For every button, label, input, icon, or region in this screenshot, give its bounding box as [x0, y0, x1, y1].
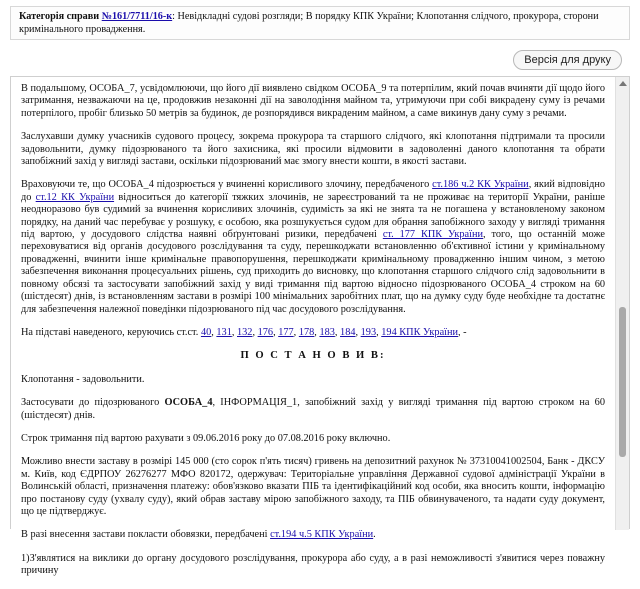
text-segment: .	[373, 529, 376, 541]
article-link[interactable]: 178	[298, 326, 315, 338]
article-link[interactable]: 40	[200, 326, 212, 338]
paragraph	[21, 529, 605, 541]
paragraph	[21, 179, 605, 315]
text-segment: Застосувати до підозрюваного	[21, 397, 165, 409]
case-category	[10, 6, 630, 40]
text-segment: , -	[458, 326, 467, 338]
paragraph: Заслухавши думку учасників судового процесу, зокрема прокурора та старшого слідчого, які клопотання підтримали та просили задовольнити, думку підозрюваного та його захисника, які просили відмовити в задоволенні даного клопотання та обрати запобіжний захід у вигляді застави, оскільки підозрюваний має змогу внести кошти, в якості застави.	[21, 131, 605, 168]
paragraph	[21, 397, 605, 422]
article-link[interactable]: 177	[278, 326, 294, 338]
article-link[interactable]: 194 КПК України	[381, 326, 459, 338]
paragraph: Строк тримання під вартою рахувати з 09.06.2016 року до 07.08.2016 року включно.	[21, 432, 391, 444]
article-link[interactable]: 176	[257, 326, 274, 338]
law-link[interactable]: ст. 177 КПК України	[382, 229, 484, 241]
text-segment: , який відповідно до	[21, 179, 605, 203]
paragraph: Клопотання - задовольнити.	[21, 373, 145, 385]
paragraph: 1)З'являтися на виклики до органу досудового розслідування, прокурора або суду, а в разі неможливості з'явитися через поважну причину	[21, 552, 605, 577]
document-text	[11, 77, 615, 589]
document-viewer[interactable]	[10, 76, 630, 577]
vertical-scrollbar[interactable]	[615, 77, 629, 530]
resolution-heading: П О С Т А Н О В И В:	[240, 350, 386, 362]
law-link[interactable]: ст.194 ч.5 КПК України	[270, 529, 374, 541]
text-segment: , того, що останній може переховуватися від органів досудового розслідування та суду, перешкоджати встановленню об'єктивної істини у кримінальному провадженні, вчинити інше кримінальне правопорушення, перешкоджати кримінальному провадженню іншим чином, з метою забезпечення виконання процесуальних рішень, суд приходить до висновку, що клопотання старшого слідчого слід задовольнити в повному обсязі та застосувати запобіжний захід у виді тримання під вартою відносно підозрюваного ОСОБА_4 строком на 60 (шістдесят) днів, із встановленням застави в розмірі 100 мінімальних заробітних плат, що на думку суду буде необхідне та достатнє для забезпечення належної поведінки підозрюваного під час досудового розслідування.	[21, 229, 606, 315]
text-segment: відноситься до категорії тяжких злочинів, не зареєстрований та не проживає на території України, раніше неодноразово був судимий за вчинення корисливих злочинів, судимість за які не знята та не погашена у встановленому законом порядку, на даний час перебуває у розшуку, є особою, яка розшукується судом для обрання запобіжного заходу у вигляді тримання під вартою, у досудового слідства наявні обґрунтовані ризики, передбачені	[21, 191, 605, 241]
text-segment: В разі внесення застави покласти обовязки, передбачені	[21, 529, 271, 541]
text-segment: На підставі наведеного, керуючись ст.ст.	[21, 326, 201, 338]
scroll-up-arrow-icon[interactable]	[619, 81, 627, 86]
print-version-button[interactable]: Версія для друку	[513, 50, 622, 70]
law-link[interactable]: ст.12 КК України	[35, 191, 115, 203]
category-text: : Невідкладні судові розгляди; В порядку КПК України; Клопотання слідчого, прокурора, сторони кримінального провадження.	[19, 11, 599, 35]
paragraph: Можливо внести заставу в розмірі 145 000 (сто сорок п'ять тисяч) гривень на депозитний рахунок № 37310041002504, Банк - ДКСУ м. Київ, код ЄДРПОУ 26276277 МФО 820172, одержувач: Територіальне управління Державної судової адміністрації України в Волинській області, призначення платежу: обов'язково вказати ПІБ та ідентифікаційний код особи, яка вносить кошти, інформацію про постанову суду (ухвалу суду), який обрав заставу мірою запобіжного заходу, та ПІБ обвинуваченого, та надати суду документ, що це підтверджує.	[21, 456, 605, 517]
paragraph: В подальшому, ОСОБА_7, усвідомлюючи, що його дії виявлено свідком ОСОБА_9 та потерпілим, який почав вчиняти дії щодо його затримання, незважаючи на це, продовжив незаконні дії на заволодіння майном та, утримуючи при собі викрадену суму із речами потерпілого, пробіг близько 50 метрів за будинок, де розпорядився викраденим майном, а саме викинув дану суму з речами.	[21, 83, 605, 119]
suspect-name: ОСОБА_4	[164, 397, 213, 409]
category-label: Категорія справи	[19, 11, 100, 22]
text-segment: , ІНФОРМАЦІЯ_1, запобіжний захід у вигляді тримання під вартою строком на 60 (шістдесят) днів.	[21, 397, 605, 421]
article-link[interactable]: 131	[216, 326, 232, 338]
article-link[interactable]: 183	[319, 326, 335, 338]
scroll-thumb[interactable]	[619, 307, 626, 457]
article-link[interactable]: 132	[237, 326, 253, 338]
case-number-link[interactable]: №161/7711/16-к	[101, 11, 173, 22]
law-link[interactable]: ст.186 ч.2 КК України	[432, 179, 529, 191]
paragraph: На підставі наведеного, керуючись ст.ст. 40, 131, 132, 176, 177, 178, 183, 184, 193, 194 КПК України, -	[21, 326, 467, 338]
text-segment: Враховуючи те, що ОСОБА_4 підозрюється у вчиненні корисливого злочину, передбаченого	[21, 179, 433, 191]
article-link[interactable]: 184	[340, 326, 356, 338]
article-link[interactable]: 193	[360, 326, 377, 338]
